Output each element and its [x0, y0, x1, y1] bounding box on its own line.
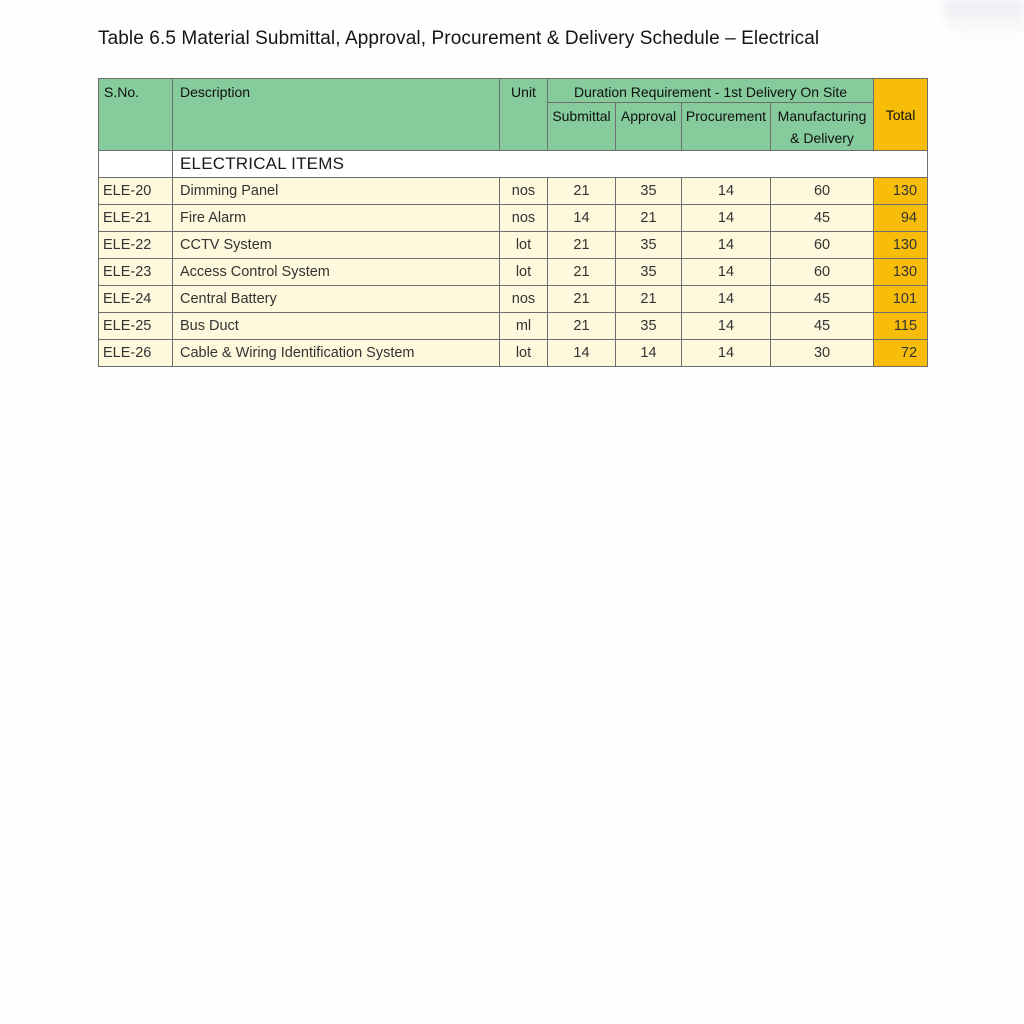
section-label: ELECTRICAL ITEMS	[173, 151, 928, 178]
cell-procurement: 14	[682, 340, 771, 367]
cell-submittal: 14	[548, 205, 616, 232]
cell-sno: ELE-24	[99, 286, 173, 313]
cell-description: Central Battery	[173, 286, 500, 313]
cell-total: 130	[874, 259, 928, 286]
cell-total: 101	[874, 286, 928, 313]
cell-unit: nos	[500, 178, 548, 205]
cell-total: 130	[874, 232, 928, 259]
header-unit: Unit	[500, 79, 548, 151]
cell-submittal: 21	[548, 286, 616, 313]
page-corner-shadow	[944, 0, 1024, 40]
table-row	[99, 205, 928, 232]
cell-unit: lot	[500, 259, 548, 286]
cell-sno: ELE-25	[99, 313, 173, 340]
cell-sno: ELE-26	[99, 340, 173, 367]
cell-description: Dimming Panel	[173, 178, 500, 205]
cell-approval: 21	[616, 205, 682, 232]
table-row	[99, 340, 928, 367]
cell-manufacturing: 60	[771, 178, 874, 205]
cell-submittal: 21	[548, 232, 616, 259]
cell-description: Fire Alarm	[173, 205, 500, 232]
cell-manufacturing: 60	[771, 232, 874, 259]
table-row	[99, 286, 928, 313]
cell-procurement: 14	[682, 232, 771, 259]
cell-sno: ELE-23	[99, 259, 173, 286]
cell-submittal: 21	[548, 313, 616, 340]
header-manufacturing-line1: Manufacturing	[777, 108, 867, 124]
section-row	[99, 151, 928, 178]
cell-total: 72	[874, 340, 928, 367]
cell-description: CCTV System	[173, 232, 500, 259]
table-row	[99, 178, 928, 205]
cell-submittal: 21	[548, 178, 616, 205]
table-row	[99, 232, 928, 259]
cell-total: 130	[874, 178, 928, 205]
cell-procurement: 14	[682, 178, 771, 205]
header-duration-group: Duration Requirement - 1st Delivery On Site	[548, 79, 874, 103]
cell-manufacturing: 45	[771, 205, 874, 232]
header-description: Description	[173, 79, 500, 151]
cell-unit: nos	[500, 205, 548, 232]
cell-manufacturing: 30	[771, 340, 874, 367]
cell-description: Access Control System	[173, 259, 500, 286]
cell-description: Cable & Wiring Identification System	[173, 340, 500, 367]
cell-submittal: 14	[548, 340, 616, 367]
header-approval: Approval	[616, 103, 682, 151]
cell-unit: lot	[500, 340, 548, 367]
cell-procurement: 14	[682, 205, 771, 232]
cell-total: 115	[874, 313, 928, 340]
header-procurement: Procurement	[682, 103, 771, 151]
header-sno: S.No.	[99, 79, 173, 151]
cell-submittal: 21	[548, 259, 616, 286]
header-total: Total	[874, 79, 928, 151]
cell-approval: 21	[616, 286, 682, 313]
header-submittal: Submittal	[548, 103, 616, 151]
cell-manufacturing: 45	[771, 286, 874, 313]
cell-total: 94	[874, 205, 928, 232]
cell-procurement: 14	[682, 313, 771, 340]
cell-procurement: 14	[682, 286, 771, 313]
table-row	[99, 313, 928, 340]
section-sno-cell	[99, 151, 173, 178]
cell-unit: nos	[500, 286, 548, 313]
cell-sno: ELE-22	[99, 232, 173, 259]
cell-approval: 35	[616, 313, 682, 340]
header-manufacturing-delivery	[771, 103, 874, 151]
cell-unit: ml	[500, 313, 548, 340]
header-manufacturing-line2: & Delivery	[790, 130, 854, 146]
cell-approval: 14	[616, 340, 682, 367]
table-title: Table 6.5 Material Submittal, Approval, Procurement & Delivery Schedule – Electrical	[98, 28, 820, 49]
cell-manufacturing: 60	[771, 259, 874, 286]
table-row	[99, 259, 928, 286]
schedule-table	[98, 78, 928, 367]
cell-approval: 35	[616, 178, 682, 205]
cell-sno: ELE-20	[99, 178, 173, 205]
cell-description: Bus Duct	[173, 313, 500, 340]
cell-unit: lot	[500, 232, 548, 259]
cell-approval: 35	[616, 232, 682, 259]
cell-sno: ELE-21	[99, 205, 173, 232]
cell-manufacturing: 45	[771, 313, 874, 340]
cell-procurement: 14	[682, 259, 771, 286]
cell-approval: 35	[616, 259, 682, 286]
